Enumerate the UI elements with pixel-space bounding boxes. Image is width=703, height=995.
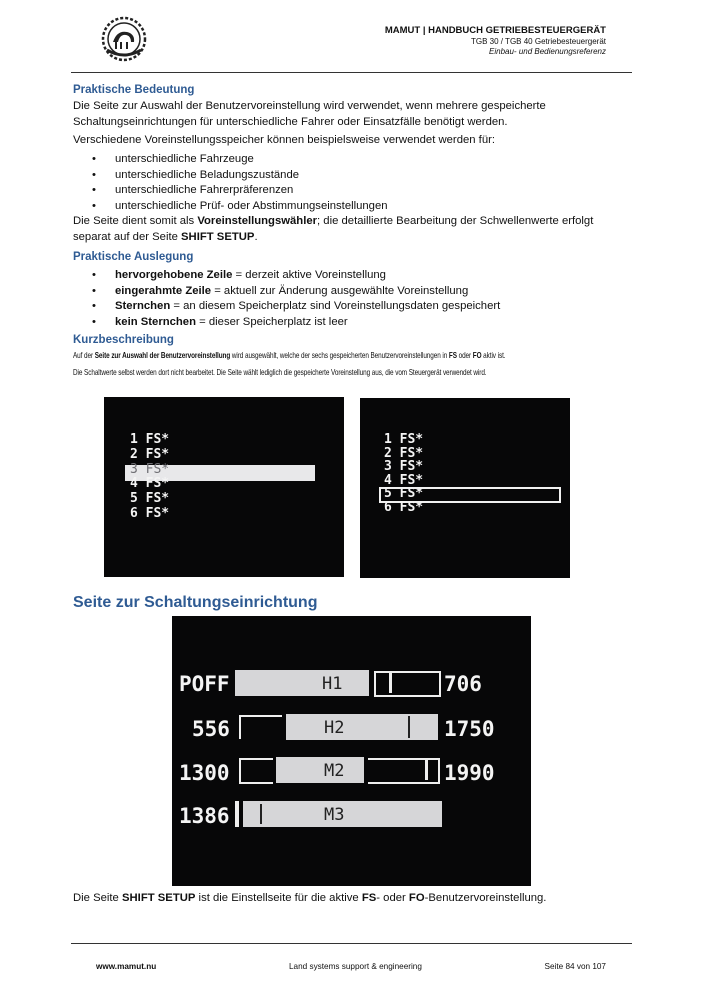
header-divider <box>71 72 632 73</box>
preset-row: 1 FS* <box>384 432 424 447</box>
legend-bullet-list <box>73 268 500 330</box>
heading-praktische-auslegung: Praktische Auslegung <box>73 251 194 263</box>
list-item: • Sternchen = an diesem Speicherplatz sind Voreinstellungsdaten gespeichert <box>73 299 500 315</box>
preset-row: 5 FS* <box>130 491 170 507</box>
header-subtitle-italic: Einbau- und Bedienungsreferenz <box>489 47 606 56</box>
list-item: • unterschiedliche Beladungszustände <box>73 168 388 184</box>
preset-row-framed: 5 FS* <box>384 486 424 502</box>
list-item: • hervorgehobene Zeile = derzeit aktive Voreinstellung <box>73 268 500 284</box>
short-description-line2: Die Schaltwerte selbst werden dort nicht bearbeitet. Die Seite wählt lediglich die gespeicherte Voreinstellung aus, die vom Steuergerät verwendet wird. <box>73 368 487 377</box>
header-subtitle: TGB 30 / TGB 40 Getriebesteuergerät <box>470 37 606 46</box>
row2-bar <box>286 714 438 740</box>
list-item: • kein Sternchen = dieser Speicherplatz ist leer <box>73 315 500 331</box>
row3-left-value: 1300 <box>179 761 230 785</box>
preset-row: 2 FS* <box>384 445 424 461</box>
row3-marker <box>425 760 428 780</box>
paragraph-selector: Die Seite dient somit als Voreinstellungswähler; die detaillierte Bearbeitung der Schwellenwerte erfolgt separat auf der Seite SHIFT SETUP. <box>73 215 594 243</box>
heading-kurzbeschreibung: Kurzbeschreibung <box>73 334 174 346</box>
preset-row: 4 FS* <box>384 472 424 488</box>
shift-setup-screen <box>172 616 531 886</box>
row4-label: M3 <box>324 805 345 825</box>
list-item: • unterschiedliche Prüf- oder Abstimmungseinstellungen <box>73 199 388 215</box>
preset-row: 6 FS* <box>130 505 170 521</box>
row3-right-value: 1990 <box>444 761 495 785</box>
row2-right-value: 1750 <box>444 717 495 741</box>
row1-right-value: 706 <box>444 672 482 696</box>
row3-box-right <box>368 758 440 784</box>
paragraph-shift-setup: Die Seite SHIFT SETUP ist die Einstellseite für die aktive FS- oder FO-Benutzervoreinstellung. <box>73 892 547 904</box>
row2-label: H2 <box>324 718 345 738</box>
row2-box <box>239 715 282 739</box>
row4-left-value: 1386 <box>179 804 230 828</box>
list-item: • unterschiedliche Fahrerpräferenzen <box>73 183 388 199</box>
row3-bar <box>276 757 364 783</box>
preset-row: 4 FS* <box>130 476 170 492</box>
paragraph-usage: Verschiedene Voreinstellungsspeicher können beispielsweise verwendet werden für: <box>73 134 496 146</box>
row1-box <box>374 671 441 697</box>
row1-marker <box>389 673 392 693</box>
list-item: • unterschiedliche Fahrzeuge <box>73 152 388 168</box>
row1-bar <box>235 670 369 696</box>
row2-marker <box>408 716 410 738</box>
preset-screen-highlighted <box>104 397 344 577</box>
header-title: MAMUT | HANDBUCH GETRIEBESTEUERGERÄT <box>384 25 606 36</box>
preset-row: 6 FS* <box>384 499 424 515</box>
preset-row: 2 FS* <box>130 446 170 462</box>
short-description-line1: Auf der Seite zur Auswahl der Benutzervoreinstellung wird ausgewählt, welche der sechs gespeicherten Benutzervoreinstellungen in FS oder FO aktiv ist. <box>73 351 506 360</box>
preset-screen-framed <box>360 398 570 578</box>
row1-left-value: POFF <box>179 672 230 696</box>
paragraph-intro: Die Seite zur Auswahl der Benutzervoreinstellung wird verwendet, wenn mehrere gespeicherte Schaltungseinrichtungen für unterschiedliche Fahrer oder Einsatzfälle benötigt werden. <box>73 100 546 128</box>
footer-website[interactable]: www.mamut.nu <box>96 962 157 971</box>
heading-praktische-bedeutung: Praktische Bedeutung <box>73 84 195 96</box>
mamut-logo <box>94 16 154 62</box>
usage-bullet-list <box>73 152 388 214</box>
row4-marker <box>260 804 262 824</box>
preset-row-active: 3 FS* <box>130 461 170 477</box>
heading-schaltungseinrichtung: Seite zur Schaltungseinrichtung <box>73 594 318 611</box>
row3-box-left <box>239 758 273 784</box>
footer-tagline: Land systems support & engineering <box>289 962 422 971</box>
preset-row: 3 FS* <box>384 459 424 475</box>
preset-row: 1 FS* <box>130 432 170 447</box>
footer-page-number: Seite 84 von 107 <box>544 962 606 971</box>
preset-list <box>384 433 423 515</box>
list-item: • eingerahmte Zeile = aktuell zur Änderung ausgewählte Voreinstellung <box>73 284 500 300</box>
row4-marker-left <box>235 801 239 827</box>
row1-label: H1 <box>322 674 343 694</box>
row2-left-value: 556 <box>192 717 230 741</box>
row3-label: M2 <box>324 761 345 781</box>
preset-list <box>130 433 169 522</box>
footer-divider <box>71 943 632 944</box>
